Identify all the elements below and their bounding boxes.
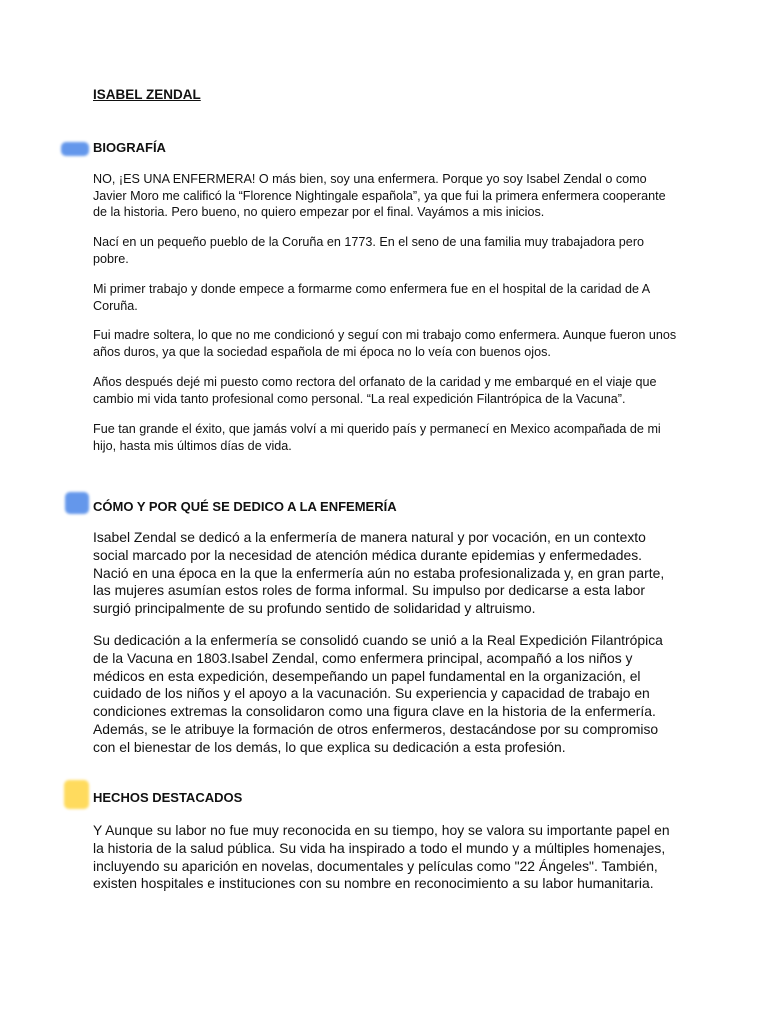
yellow-highlight-marker bbox=[64, 780, 89, 809]
blue-highlight-marker bbox=[65, 492, 89, 514]
section-heading-biografia: BIOGRAFÍA bbox=[93, 140, 166, 155]
paragraph: Mi primer trabajo y donde empece a formarme como enfermera fue en el hospital de la caridad de A Coruña. bbox=[93, 282, 650, 313]
document-title: ISABEL ZENDAL bbox=[93, 87, 201, 102]
paragraph: Isabel Zendal se dedicó a la enfermería de manera natural y por vocación, en un contexto social marcado por la necesidad de atención médica durante epidemias y enfermedades. Nació en una época en la que la enfermería aún no estaba profesionalizada y, en gran parte, las mujeres asumían estos roles de forma informal. Su impulso por dedicarse a esta labor surgió principalmente de su profundo sentido de solidaridad y altruismo. bbox=[93, 529, 665, 617]
paragraph: Fui madre soltera, lo que no me condicionó y seguí con mi trabajo como enfermera. Aunque fueron unos años duros, ya que la sociedad española de mi época no lo veía con buenos ojos. bbox=[93, 328, 677, 359]
paragraph: NO, ¡ES UNA ENFERMERA! O más bien, soy una enfermera. Porque yo soy Isabel Zendal o como Javier Moro me calificó la “Florence Nightingale española”, ya que fui la primera enfermera cooperante de la historia. Pero bueno, no quiero empezar por el final. Vayámos a mis inicios. bbox=[93, 172, 666, 220]
paragraph: Fue tan grande el éxito, que jamás volví a mi querido país y permanecí en Mexico acompañada de mi hijo, hasta mis últimos días de vida. bbox=[93, 422, 661, 453]
paragraph: Años después dejé mi puesto como rectora del orfanato de la caridad y me embarqué en el viaje que cambio mi vida tanto profesional como personal. “La real expedición Filantrópica de la Vacuna”. bbox=[93, 375, 657, 406]
paragraph: Y Aunque su labor no fue muy reconocida en su tiempo, hoy se valora su importante papel en la historia de la salud pública. Su vida ha inspirado a todo el mundo y a múltiples homenajes, incluyendo su aparición en novelas, documentales y películas como "22 Ángeles". También, existen hospitales e instituciones con su nombre en reconocimiento a su labor humanitaria. bbox=[93, 822, 670, 892]
blue-highlight-marker bbox=[61, 142, 89, 156]
section-heading-como-y-por-que: CÓMO Y POR QUÉ SE DEDICO A LA ENFEMERÍA bbox=[93, 499, 397, 514]
paragraph: Su dedicación a la enfermería se consolidó cuando se unió a la Real Expedición Filantrópica de la Vacuna en 1803.Isabel Zendal, como enfermera principal, acompañó a los niños y médicos en esta expedición, desempeñando un papel fundamental en la organización, el cuidado de los niños y el apoyo a la vacunación. Su experiencia y capacidad de trabajo en condiciones extremas la consolidaron como una figura clave en la historia de la enfermería. Además, se le atribuye la formación de otros enfermeros, destacándose por su compromiso con el bienestar de los demás, lo que explica su dedicación a esta profesión. bbox=[93, 632, 663, 755]
section-heading-hechos-destacados: HECHOS DESTACADOS bbox=[93, 790, 243, 805]
paragraph: Nací en un pequeño pueblo de la Coruña en 1773. En el seno de una familia muy trabajadora pero pobre. bbox=[93, 235, 645, 266]
